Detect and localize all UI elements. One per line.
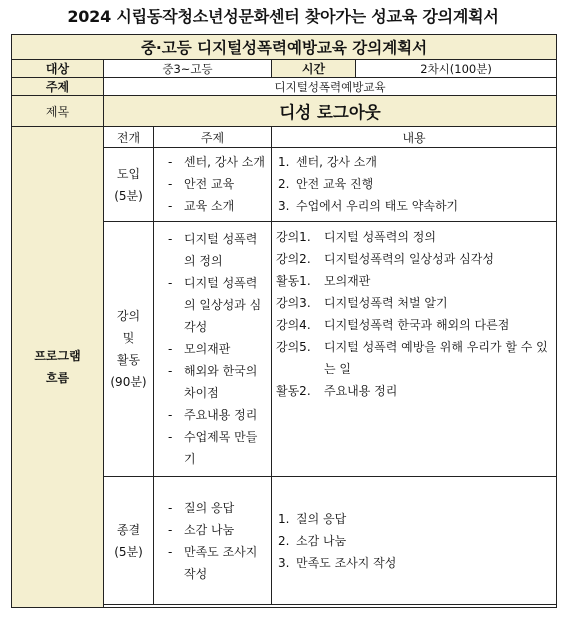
stage-lecture: 강의 및 활동 (90분) — [104, 222, 154, 477]
lecture-plan-table — [11, 34, 557, 608]
subject-label: 제목 — [12, 96, 104, 127]
list-item: - 센터, 강사 소개 — [168, 151, 265, 173]
topic-label: 주제 — [12, 78, 104, 96]
list-item: - 수업제목 만들기 — [168, 426, 265, 470]
time-label: 시간 — [272, 60, 356, 78]
list-item: - 교육 소개 — [168, 195, 265, 217]
stage-intro-contents — [272, 148, 557, 222]
list-item: - 디지털 성폭력의 일상성과 심각성 — [168, 272, 265, 338]
list-item: - 모의재판 — [168, 338, 265, 360]
list-item: 1. 질의 응답 — [278, 511, 347, 526]
list-item: - 디지털 성폭력의 정의 — [168, 228, 265, 272]
list-item: 활동2. 주요내용 정리 — [276, 384, 398, 398]
target-value: 중3~고등 — [104, 60, 272, 78]
document-title: 2024 시립동작청소년성문화센터 찾아가는 성교육 강의계획서 — [67, 7, 499, 26]
list-item: 강의1. 디지털 성폭력의 정의 — [276, 230, 436, 244]
list-item: - 주요내용 정리 — [168, 404, 265, 426]
list-item: 강의2. 디지털성폭력의 일상성과 심각성 — [276, 252, 494, 266]
list-item: 강의3. 디지털성폭력 처벌 알기 — [276, 296, 448, 310]
stage-intro: 도입 (5분) — [104, 148, 154, 222]
list-item: 1. 센터, 강사 소개 — [278, 155, 377, 169]
list-item: 활동1. 모의재판 — [276, 274, 371, 288]
list-item: 3. 만족도 조사지 작성 — [278, 555, 397, 570]
list-item: - 만족도 조사지 작성 — [168, 541, 265, 585]
stage-intro-topics — [154, 148, 272, 222]
col-header-topic: 주제 — [154, 127, 272, 148]
target-label: 대상 — [12, 60, 104, 78]
col-header-stage: 전개 — [104, 127, 154, 148]
list-item: 2. 소감 나눔 — [278, 533, 347, 548]
subject-value: 디성 로그아웃 — [104, 96, 557, 127]
stage-closing: 종결 (5분) — [104, 477, 154, 605]
list-item: - 안전 교육 — [168, 173, 265, 195]
stage-closing-topics — [154, 477, 272, 605]
stage-lecture-topics — [154, 222, 272, 477]
form-title: 중·고등 디지털성폭력예방교육 강의계획서 — [12, 35, 557, 60]
stage-closing-contents — [272, 477, 557, 605]
stage-lecture-contents — [272, 222, 557, 477]
topic-value: 디지털성폭력예방교육 — [104, 78, 557, 96]
program-flow-label: 프로그램 흐름 — [12, 127, 104, 608]
list-item: 3. 수업에서 우리의 태도 약속하기 — [278, 199, 459, 213]
list-item: - 소감 나눔 — [168, 519, 265, 541]
list-item: 강의5. 디지털 성폭력 예방을 위해 우리가 할 수 있는 일 — [276, 340, 548, 376]
col-header-content: 내용 — [272, 127, 557, 148]
list-item: 강의4. 디지털성폭력 한국과 해외의 다른점 — [276, 318, 510, 332]
time-value: 2차시(100분) — [356, 60, 557, 78]
list-item: 2. 안전 교육 진행 — [278, 177, 374, 191]
list-item: - 질의 응답 — [168, 497, 265, 519]
list-item: - 해외와 한국의 차이점 — [168, 360, 265, 404]
